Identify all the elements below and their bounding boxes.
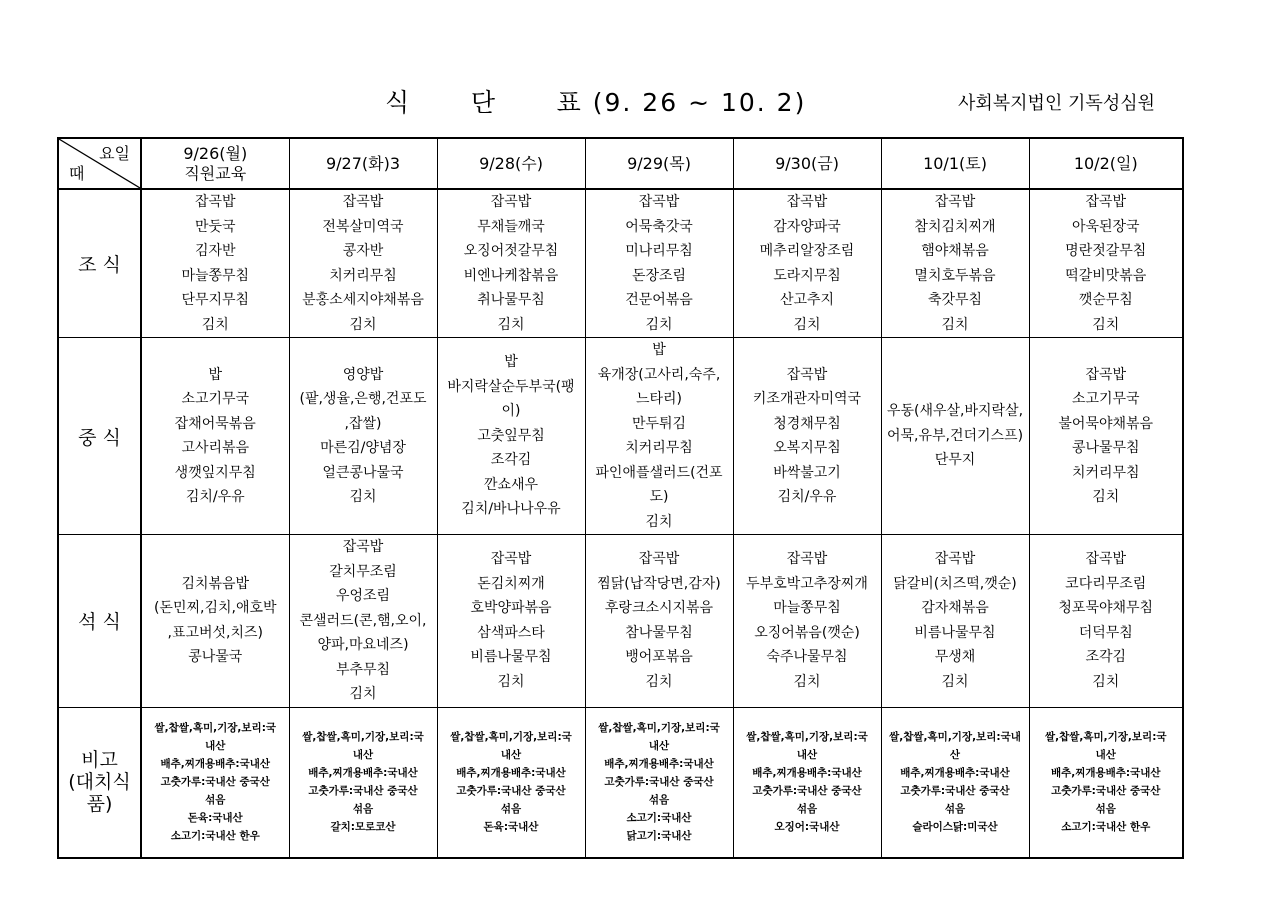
origin-line: 고춧가루:국내산 중국산 <box>456 785 566 798</box>
origin-line: 닭고기:국내산 <box>626 830 692 843</box>
dish-item: 찜닭(납작당면,감자) <box>597 575 721 592</box>
dish-item: 김치 <box>349 316 377 333</box>
dish-item: 김치/바나나우유 <box>461 501 561 518</box>
dish-item: 잡채어묵볶음 <box>174 415 256 432</box>
dish-item: 치커리무침 <box>1071 464 1140 481</box>
dish-item: 고사리볶음 <box>181 440 250 456</box>
dish-item: 무채들깨국 <box>477 218 545 235</box>
origin-line: 섞음 <box>796 803 818 816</box>
dish-item: 건문어볶음 <box>625 292 693 308</box>
origin-line: 고춧가루:국내산 중국산 <box>752 785 862 798</box>
menu-cell <box>289 189 437 338</box>
day-header <box>585 138 733 189</box>
dish-item: 취나물무침 <box>477 292 545 308</box>
dish-item: 잡곡밥 <box>934 194 976 210</box>
origin-line: 내산 <box>500 749 522 762</box>
origin-line: 배추,찌개용배추:국내산 <box>160 758 271 771</box>
dish-item: 감자채볶음 <box>921 600 989 617</box>
dinner-row <box>58 535 1183 708</box>
dish-item: 감자양파국 <box>773 218 841 235</box>
dish-item: 밥 <box>208 366 223 383</box>
meal-label <box>58 189 141 338</box>
origin-line: 섞음 <box>1095 803 1116 816</box>
dish-item: 참치김치찌개 <box>914 218 996 235</box>
origin-line: 돈육:국내산 <box>483 821 539 834</box>
menu-cell <box>585 338 733 535</box>
origin-line: 소고기:국내산 한우 <box>1061 821 1151 834</box>
day-date: 10/1(토) <box>923 153 987 173</box>
menu-cell <box>881 338 1029 535</box>
dish-item: 소고기무국 <box>1071 391 1140 407</box>
dish-item: 부추무침 <box>335 661 391 678</box>
dish-item: 잡곡밥 <box>342 194 384 210</box>
day-header <box>881 138 1029 189</box>
dish-item: 갈치무조림 <box>329 563 397 580</box>
dish-item: 도) <box>649 489 669 505</box>
day-header <box>1029 138 1183 189</box>
corner-meal-label: 때 <box>69 164 85 183</box>
menu-cell <box>733 707 881 858</box>
menu-cell <box>733 338 881 535</box>
dish-item: 잡곡밥 <box>786 366 828 383</box>
origin-line: 소고기:국내산 한우 <box>170 830 260 843</box>
day-date: 9/29(목) <box>627 153 691 173</box>
dish-item: 양파,마요네즈) <box>317 637 409 653</box>
dish-item: 잡곡밥 <box>638 551 680 568</box>
dish-item: 파인애플샐러드(건포 <box>595 464 723 481</box>
dish-item: 호박양파볶음 <box>470 600 552 617</box>
dish-item: 잡곡밥 <box>194 194 236 210</box>
menu-cell <box>733 535 881 708</box>
meal-label-text: 중 식 <box>78 426 121 449</box>
origin-line: 산 <box>949 749 961 762</box>
dish-item: 불어묵야채볶음 <box>1058 415 1154 432</box>
dish-item: 돈김치찌개 <box>477 575 545 592</box>
remarks-row <box>58 707 1183 858</box>
dish-item: 돈장조림 <box>631 267 687 284</box>
corner-cell <box>58 138 141 189</box>
origin-line: 쌀,찹쌀,흑미,기장,보리:국 <box>154 722 277 735</box>
dish-item: 산고추지 <box>779 292 835 308</box>
dish-item: 잡곡밥 <box>490 551 532 568</box>
menu-cell <box>1029 707 1183 858</box>
menu-cell <box>141 707 289 858</box>
dish-item: 김치 <box>1092 316 1120 333</box>
dish-item: (팥,생율,은행,건포도 <box>299 391 427 407</box>
dish-item: 숙주나물무침 <box>766 649 848 666</box>
origin-line: 쌀,찹쌀,흑미,기장,보리:국 <box>450 731 572 744</box>
origin-line: 섞음 <box>648 794 670 807</box>
dish-item: 잡곡밥 <box>1085 194 1127 210</box>
origin-line: 내산 <box>648 740 670 753</box>
origin-line: 쌀,찹쌀,흑미,기장,보리:국 <box>1044 731 1167 744</box>
meal-label <box>58 338 141 535</box>
dish-item: 전복살미역국 <box>322 218 404 235</box>
dish-item: 영양밥 <box>342 366 384 383</box>
origin-line: 고춧가루:국내산 중국산 <box>308 785 418 798</box>
origin-line: 배추,찌개용배추:국내산 <box>604 758 714 771</box>
origin-line: 섞음 <box>205 794 226 807</box>
day-note: 직원교육 <box>184 163 247 183</box>
dish-item: 후랑크소시지볶음 <box>604 600 714 617</box>
day-date: 9/26(월) <box>183 143 248 163</box>
dish-item: 잡곡밥 <box>490 194 532 210</box>
dish-item: 김치 <box>941 316 969 333</box>
menu-cell <box>881 189 1029 338</box>
dish-item: 김치 <box>349 686 377 702</box>
dish-item: 키조개관자미역국 <box>752 391 862 407</box>
menu-cell <box>437 535 585 708</box>
dish-item: 마늘쫑무침 <box>773 600 841 617</box>
dish-item: 깻순무침 <box>1078 292 1133 308</box>
menu-cell <box>881 707 1029 858</box>
origin-line: 슬라이스닭:미국산 <box>912 821 998 834</box>
meal-label-text: (대치식품) <box>68 771 131 816</box>
day-header <box>141 138 289 189</box>
meal-label-text: 비고 <box>81 749 118 772</box>
origin-line: 쌀,찹쌀,흑미,기장,보리:국 <box>302 731 424 744</box>
dish-item: 고춧잎무침 <box>477 427 545 444</box>
dish-item: 밥 <box>504 354 518 371</box>
menu-cell <box>733 189 881 338</box>
day-date: 9/27(화)3 <box>325 153 401 173</box>
origin-line: 소고기:국내산 <box>626 812 692 825</box>
dish-item: 김치 <box>497 316 525 333</box>
origin-line: 배추,찌개용배추:국내산 <box>900 767 1010 780</box>
menu-cell <box>1029 535 1183 708</box>
dish-item: 잡곡밥 <box>934 551 976 568</box>
dish-item: 비엔나케찹볶음 <box>463 267 559 284</box>
dish-item: 김치 <box>1092 673 1120 690</box>
dish-item: ,잡쌀) <box>344 415 382 432</box>
dish-item: 오징어젓갈무침 <box>463 243 559 259</box>
organization-name: 사회복지법인 기독성심원 <box>958 93 1155 114</box>
dish-item: 잡곡밥 <box>786 551 828 568</box>
menu-cell <box>437 189 585 338</box>
dish-item: 명란젓갈무침 <box>1065 243 1147 259</box>
dish-item: 얼큰콩나물국 <box>322 464 404 481</box>
origin-line: 쌀,찹쌀,흑미,기장,보리:국내 <box>889 731 1021 744</box>
dish-item: 메추리알장조림 <box>759 243 855 259</box>
menu-cell <box>289 707 437 858</box>
meal-label-text: 석 식 <box>78 611 121 634</box>
meal-label <box>58 707 141 858</box>
dish-item: 마른김/양념장 <box>320 440 406 456</box>
origin-line: 내산 <box>352 749 374 762</box>
dish-item: 미나리무침 <box>625 243 693 259</box>
dish-item: 오복지무침 <box>773 440 841 456</box>
menu-cell <box>289 535 437 708</box>
origin-line: 오징어:국내산 <box>774 821 840 834</box>
origin-line: 섞음 <box>352 803 374 816</box>
day-header <box>437 138 585 189</box>
origin-line: 내산 <box>1095 749 1116 762</box>
menu-cell <box>585 189 733 338</box>
dish-item: 김치 <box>349 489 377 505</box>
dish-item: 햄야채볶음 <box>921 243 989 259</box>
dish-item: 축갓무침 <box>927 292 983 308</box>
dish-item: 어묵,유부,건더기스프) <box>886 427 1024 444</box>
dish-item: 잡곡밥 <box>1085 551 1127 568</box>
menu-cell <box>881 535 1029 708</box>
dish-item: 치커리무침 <box>329 267 397 284</box>
header-row <box>58 138 1183 189</box>
dish-item: ,표고버섯,치즈) <box>167 624 263 641</box>
menu-cell <box>585 535 733 708</box>
page-title: 식 단 표 (9. 26 ~ 10. 2) <box>385 88 807 117</box>
breakfast-row <box>58 189 1183 338</box>
origin-line: 섞음 <box>944 803 966 816</box>
meal-label-text: 조 식 <box>78 254 121 276</box>
day-date: 9/30(금) <box>775 153 839 173</box>
dish-item: 콩나물무침 <box>1071 440 1140 456</box>
dish-item: 단무지무침 <box>181 292 250 308</box>
origin-line: 고춧가루:국내산 중국산 <box>900 785 1010 798</box>
origin-line: 갈치:모로코산 <box>330 821 396 834</box>
dish-item: 마늘쫑무침 <box>181 267 250 284</box>
dish-item: 청포묵야채무침 <box>1058 600 1154 617</box>
dish-item: 육개장(고사리,숙주, <box>597 366 721 383</box>
dish-item: 오징어볶음(깻순) <box>754 624 860 641</box>
dish-item: 김치 <box>201 316 229 333</box>
menu-cell <box>289 338 437 535</box>
dish-item: 어묵축갓국 <box>625 218 693 235</box>
dish-item: (돈민찌,김치,애호박 <box>153 600 277 617</box>
day-date: 9/28(수) <box>479 153 543 173</box>
menu-cell <box>141 535 289 708</box>
dish-item: 아욱된장국 <box>1071 218 1140 235</box>
dish-item: 도라지무침 <box>773 267 841 284</box>
dish-item: 청경채무침 <box>773 415 841 432</box>
origin-line: 고춧가루:국내산 중국산 <box>604 776 714 789</box>
meal-label <box>58 535 141 708</box>
dish-item: 김치 <box>645 316 673 333</box>
dish-item: 분홍소세지야채볶음 <box>302 292 424 308</box>
dish-item: 뱅어포볶음 <box>625 649 693 666</box>
dish-item: 잡곡밥 <box>786 194 828 210</box>
dish-item: 김치 <box>497 673 525 690</box>
dish-item: 조각김 <box>1085 649 1127 666</box>
menu-table <box>57 137 1184 859</box>
origin-line: 고춧가루:국내산 중국산 <box>1051 785 1161 798</box>
dish-item: 만둣국 <box>194 218 236 235</box>
dish-item: 닭갈비(치즈떡,깻순) <box>893 575 1017 592</box>
menu-cell <box>437 338 585 535</box>
dish-item: 김치/우유 <box>777 489 837 505</box>
dish-item: 김치 <box>941 673 969 690</box>
menu-cell <box>1029 338 1183 535</box>
dish-item: 생깻잎지무침 <box>174 464 256 481</box>
dish-item: 잡곡밥 <box>1085 366 1127 383</box>
dish-item: 이) <box>501 403 521 420</box>
origin-line: 내산 <box>205 740 226 753</box>
dish-item: 삼색파스타 <box>477 624 545 641</box>
dish-item: 콩나물국 <box>188 649 243 666</box>
origin-line: 내산 <box>796 749 818 762</box>
dish-item: 김치 <box>793 673 821 690</box>
dish-item: 두부호박고추장찌개 <box>746 575 868 592</box>
origin-line: 배추,찌개용배추:국내산 <box>1050 767 1161 780</box>
dish-item: 느타리) <box>635 391 683 407</box>
menu-cell <box>141 189 289 338</box>
dish-item: 코다리무조림 <box>1065 575 1147 592</box>
menu-cell <box>585 707 733 858</box>
lunch-row <box>58 338 1183 535</box>
origin-line: 쌀,찹쌀,흑미,기장,보리:국 <box>746 731 868 744</box>
dish-item: 잡곡밥 <box>342 539 384 555</box>
dish-item: 김치볶음밥 <box>181 575 250 592</box>
origin-line: 돈육:국내산 <box>187 812 243 825</box>
dish-item: 잡곡밥 <box>638 194 680 210</box>
origin-line: 고춧가루:국내산 중국산 <box>160 776 270 789</box>
dish-item: 비름나물무침 <box>470 649 552 666</box>
day-header <box>289 138 437 189</box>
dish-item: 우동(새우살,바지락살, <box>886 403 1024 420</box>
dish-item: 우엉조림 <box>335 588 391 604</box>
dish-item: 조각김 <box>490 452 532 469</box>
dish-item: 무생채 <box>934 649 976 666</box>
dish-item: 김치 <box>1092 489 1120 505</box>
dish-item: 더덕무침 <box>1078 624 1133 641</box>
dish-item: 치커리무침 <box>625 440 693 456</box>
origin-line: 배추,찌개용배추:국내산 <box>752 767 862 780</box>
menu-cell <box>437 707 585 858</box>
dish-item: 바싹불고기 <box>773 464 841 481</box>
day-date: 10/2(일) <box>1073 153 1138 173</box>
origin-line: 쌀,찹쌀,흑미,기장,보리:국 <box>598 722 720 735</box>
dish-item: 떡갈비맛볶음 <box>1065 267 1147 284</box>
dish-item: 김치 <box>645 673 673 690</box>
dish-item: 김자반 <box>194 243 236 259</box>
origin-line: 배추,찌개용배추:국내산 <box>308 767 418 780</box>
menu-cell <box>1029 189 1183 338</box>
dish-item: 콩자반 <box>342 243 384 259</box>
menu-cell <box>141 338 289 535</box>
dish-item: 비름나물무침 <box>914 624 996 641</box>
dish-item: 김치 <box>645 513 673 530</box>
dish-item: 소고기무국 <box>181 391 250 407</box>
dish-item: 김치 <box>793 316 821 333</box>
dish-item: 깐쇼새우 <box>483 476 539 493</box>
origin-line: 섞음 <box>500 803 522 816</box>
dish-item: 만두튀김 <box>631 415 687 432</box>
dish-item: 참나물무침 <box>625 624 693 641</box>
dish-item: 단무지 <box>934 452 976 469</box>
corner-day-label: 요일 <box>99 144 130 163</box>
dish-item: 콘샐러드(콘,햄,오이, <box>299 612 427 629</box>
origin-line: 배추,찌개용배추:국내산 <box>456 767 566 780</box>
dish-item: 바지락살순두부국(팽 <box>447 378 575 395</box>
dish-item: 김치/우유 <box>185 489 245 505</box>
day-header <box>733 138 881 189</box>
dish-item: 밥 <box>652 342 666 358</box>
dish-item: 멸치호두볶음 <box>914 267 996 284</box>
